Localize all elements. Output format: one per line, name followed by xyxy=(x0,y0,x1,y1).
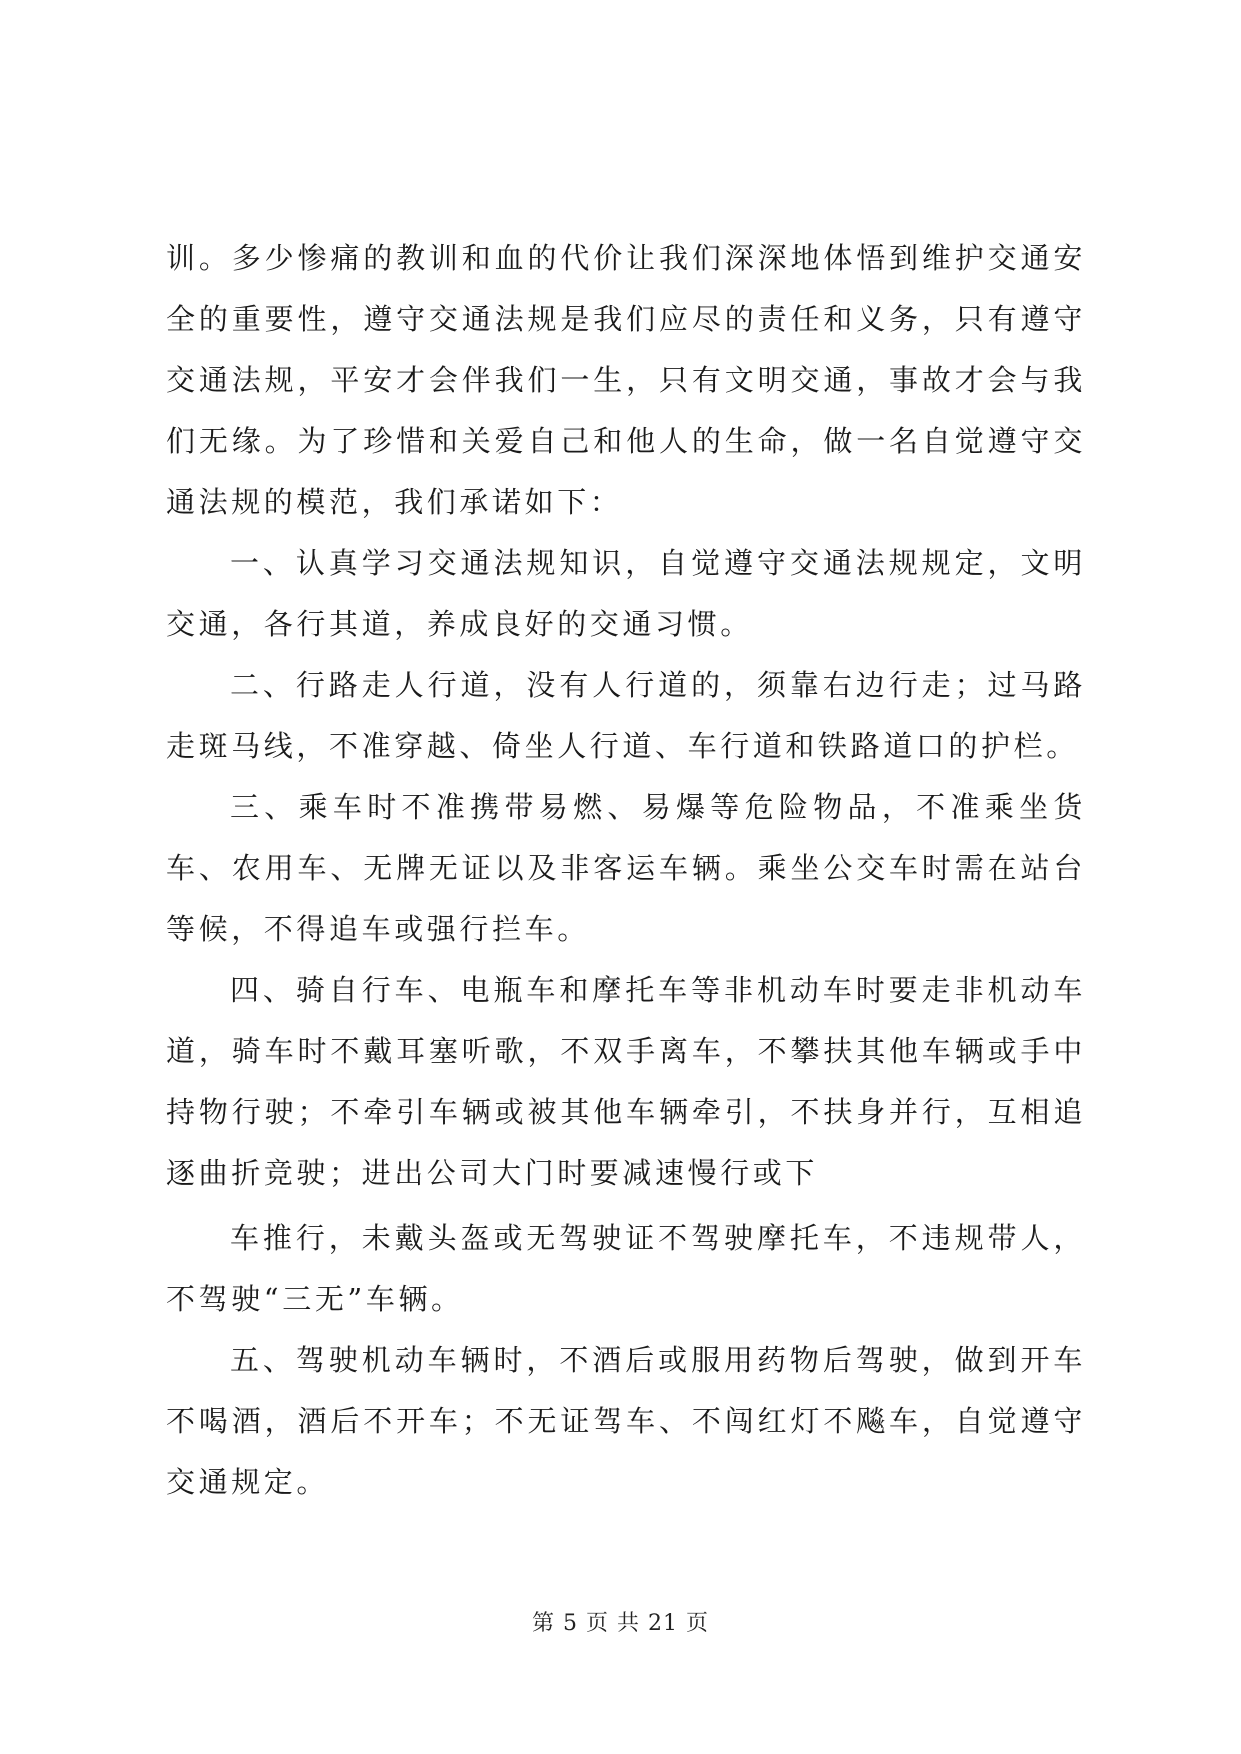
paragraph-pledge-4: 四、骑自行车、电瓶车和摩托车等非机动车时要走非机动车道，骑车时不戴耳塞听歌，不双手离车，不攀扶其他车辆或手中持物行驶；不牵引车辆或被其他车辆牵引，不扶身并行，互相追逐曲折竞驶；进出公司大门时要减速慢行或下 xyxy=(166,973,1086,1190)
page-number-label: 第 5 页 共 21 页 xyxy=(532,1611,709,1636)
paragraph-pledge-3: 三、乘车时不准携带易燃、易爆等危险物品，不准乘坐货车、农用车、无牌无证以及非客运车辆。乘坐公交车时需在站台等候，不得追车或强行拦车。 xyxy=(166,790,1086,946)
paragraph-pledge-4-continued: 车推行，未戴头盔或无驾驶证不驾驶摩托车，不违规带人，不驾驶“三无”车辆。 xyxy=(166,1221,1086,1316)
document-body xyxy=(166,228,1086,1513)
paragraph-pledge-1: 一、认真学习交通法规知识，自觉遵守交通法规规定，文明交通，各行其道，养成良好的交通习惯。 xyxy=(166,546,1086,641)
paragraph-intro-continued: 训。多少惨痛的教训和血的代价让我们深深地体悟到维护交通安全的重要性，遵守交通法规是我们应尽的责任和义务，只有遵守交通法规，平安才会伴我们一生，只有文明交通，事故才会与我们无缘。为了珍惜和关爱自己和他人的生命，做一名自觉遵守交通法规的模范，我们承诺如下： xyxy=(166,241,1086,519)
paragraph-pledge-5: 五、驾驶机动车辆时，不酒后或服用药物后驾驶，做到开车不喝酒，酒后不开车；不无证驾车、不闯红灯不飚车，自觉遵守交通规定。 xyxy=(166,1343,1086,1499)
page-footer xyxy=(0,1606,1241,1637)
paragraph-pledge-2: 二、行路走人行道，没有人行道的，须靠右边行走；过马路走斑马线，不准穿越、倚坐人行道、车行道和铁路道口的护栏。 xyxy=(166,668,1086,763)
